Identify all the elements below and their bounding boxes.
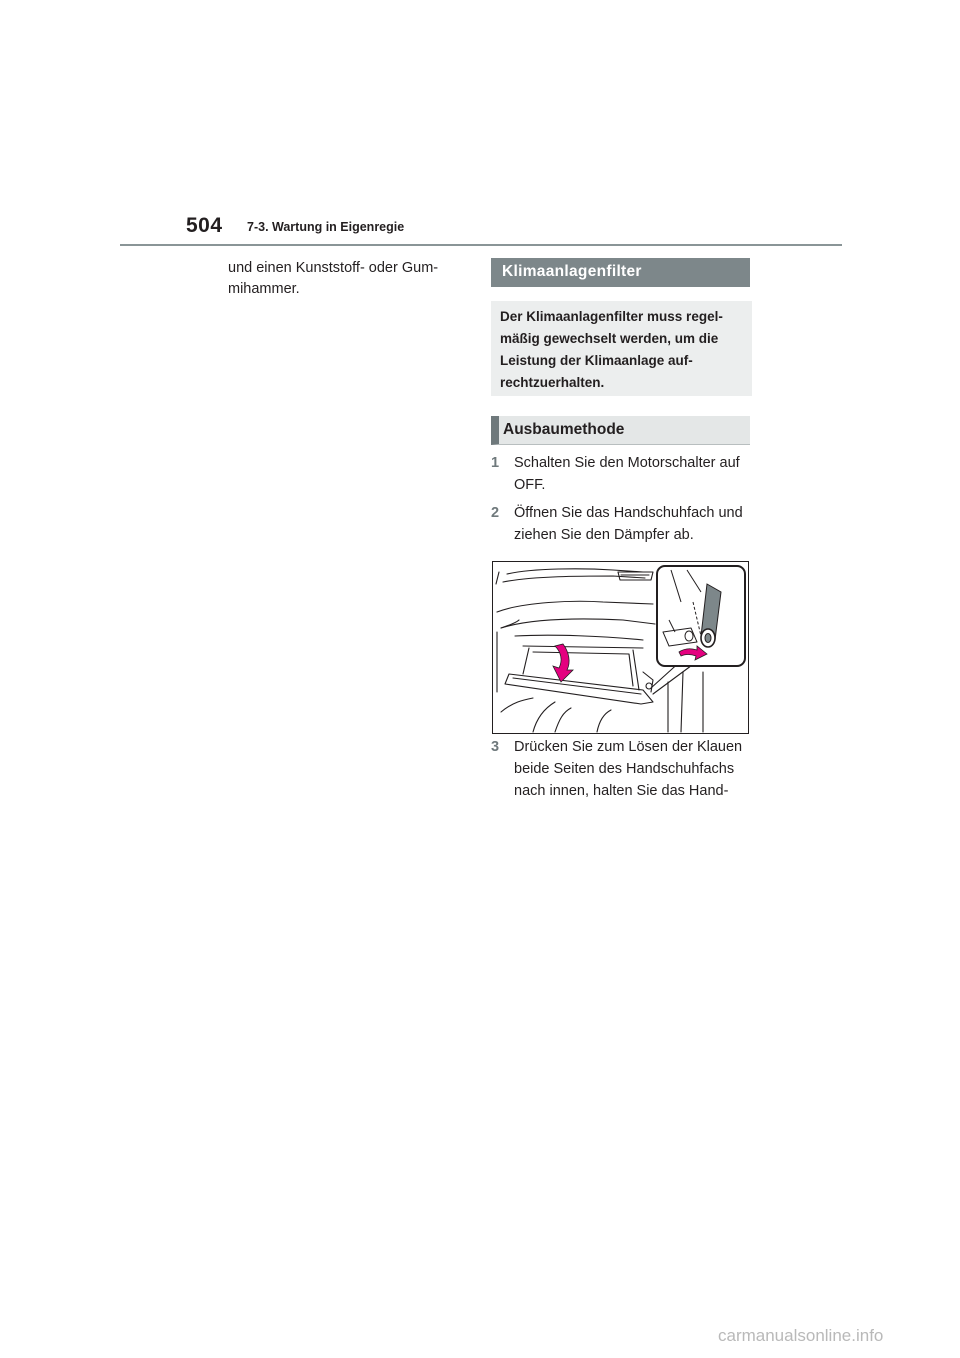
watermark: carmanualsonline.info xyxy=(718,1326,884,1345)
step-text: Schalten Sie den Motorschalter auf OFF. xyxy=(514,455,740,493)
intro-box: Der Klimaanlagenfilter muss regel- mäßig gewechselt werden, um die Leistung der Klimaanlage auf- rechtzuerhalten. xyxy=(491,301,752,396)
glove-box-open-illustration xyxy=(493,562,748,733)
subheading-ausbaumethode: Ausbaumethode xyxy=(491,416,750,445)
step-2 xyxy=(491,502,751,546)
figure-glove-box xyxy=(492,561,749,734)
step-1 xyxy=(491,452,751,496)
step-number: 3 xyxy=(491,739,500,755)
step-3 xyxy=(491,736,751,802)
section-title: 7-3. Wartung in Eigenregie xyxy=(247,220,405,234)
step-number: 2 xyxy=(491,505,500,521)
step-number: 1 xyxy=(491,455,500,471)
header-rule xyxy=(120,244,842,246)
step-text: Drücken Sie zum Lösen der Klauen beide Seiten des Handschuhfachs nach innen, halten Sie das Hand- xyxy=(514,739,743,799)
heading-klimaanlagenfilter: Klimaanlagenfilter xyxy=(491,258,750,287)
damper-detail-inset xyxy=(657,566,745,666)
down-arrow-icon xyxy=(553,644,573,682)
step-text: Öffnen Sie das Handschuhfach und ziehen Sie den Dämpfer ab. xyxy=(514,505,743,543)
left-continued-text: und einen Kunststoff- oder Gum- mihammer. xyxy=(228,260,439,297)
page-number: 504 xyxy=(186,214,223,237)
